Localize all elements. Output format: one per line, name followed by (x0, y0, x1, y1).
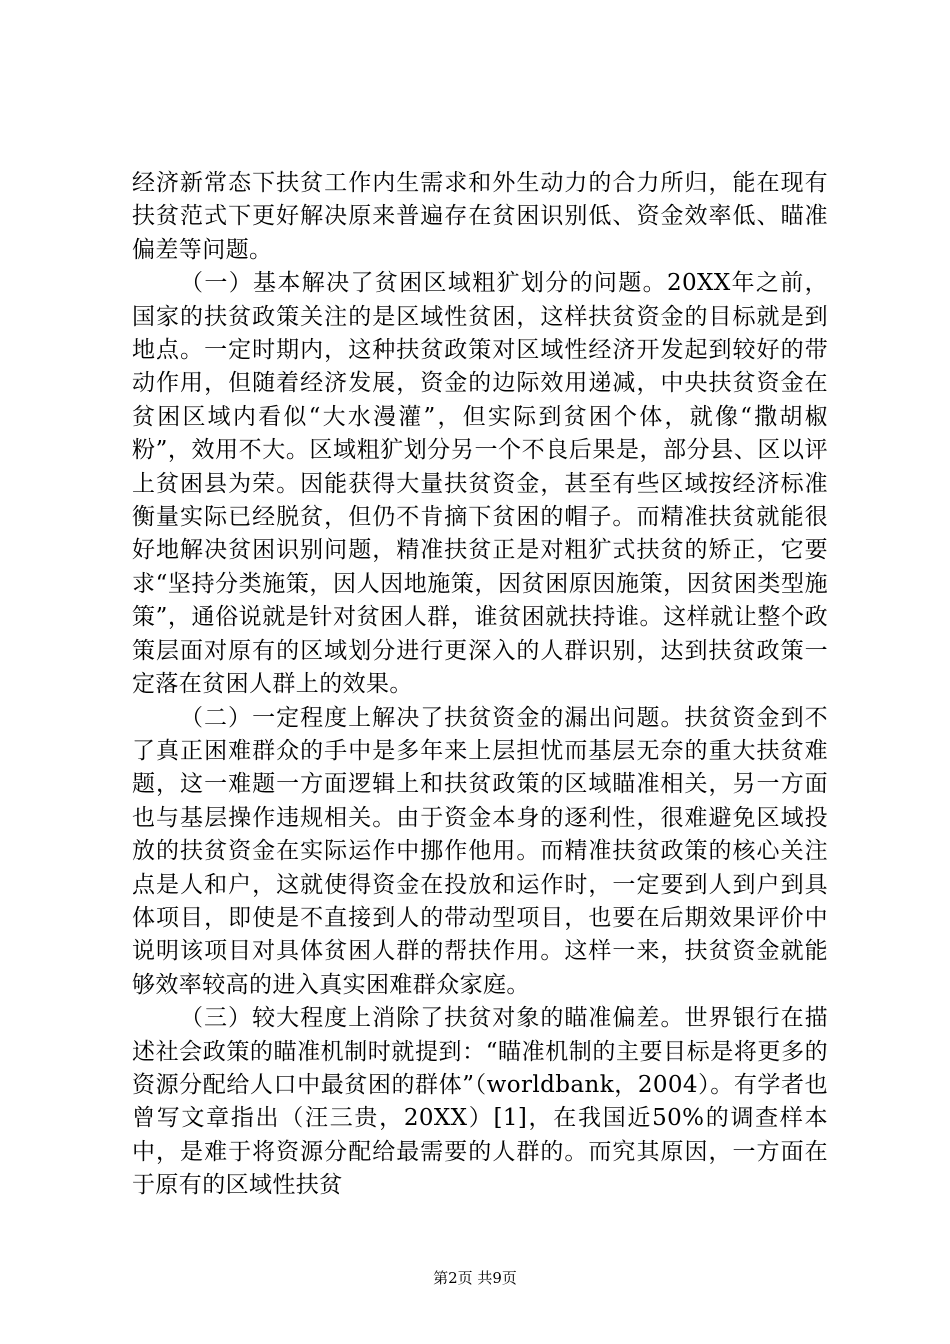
page-footer: 第2页 共9页 (433, 1269, 517, 1287)
body-text (132, 167, 828, 1203)
paragraph-1: 经济新常态下扶贫工作内生需求和外生动力的合力所归，能在现有扶贫范式下更好解决原来普遍存在贫困识别低、资金效率低、瞄准偏差等问题。 (132, 170, 828, 263)
paragraph-3: （二）一定程度上解决了扶贫资金的漏出问题。扶贫资金到不了真正困难群众的手中是多年来上层担忧而基层无奈的重大扶贫难题，这一难题一方面逻辑上和扶贫政策的区域瞄准相关，另一方面也与基层操作违规相关。由于资金本身的逐利性，很难避免区域投放的扶贫资金在实际运作中挪作他用。而精准扶贫政策的核心关注点是人和户，这就使得资金在投放和运作时，一定要到人到户到具体项目，即使是不直接到人的带动型项目，也要在后期效果评价中说明该项目对具体贫困人群的帮扶作用。这样一来，扶贫资金就能够效率较高的进入真实困难群众家庭。 (132, 704, 828, 998)
paragraph-4: （三）较大程度上消除了扶贫对象的瞄准偏差。世界银行在描述社会政策的瞄准机制时就提到：“瞄准机制的主要目标是将更多的资源分配给人口中最贫困的群体”（worldbank，2004）。有学者也曾写文章指出（汪三贵，20XX）[1]，在我国近50%的调查样本中，是难于将资源分配给最需要的人群的。而究其原因，一方面在于原有的区域性扶贫 (132, 1005, 828, 1199)
paragraph-2: （一）基本解决了贫困区域粗犷划分的问题。20XX年之前，国家的扶贫政策关注的是区域性贫困，这样扶贫资金的目标就是到地点。一定时期内，这种扶贫政策对区域性经济开发起到较好的带动作用，但随着经济发展，资金的边际效用递减，中央扶贫资金在贫困区域内看似“大水漫灌”，但实际到贫困个体，就像“撒胡椒粉”，效用不大。区域粗犷划分另一个不良后果是，部分县、区以评上贫困县为荣。因能获得大量扶贫资金，甚至有些区域按经济标准衡量实际已经脱贫，但仍不肯摘下贫困的帽子。而精准扶贫就能很好地解决贫困识别问题，精准扶贫正是对粗犷式扶贫的矫正，它要求“坚持分类施策，因人因地施策，因贫困原因施策，因贫困类型施策”，通俗说就是针对贫困人群，谁贫困就扶持谁。这样就让整个政策层面对原有的区域划分进行更深入的人群识别，达到扶贫政策一定落在贫困人群上的效果。 (132, 270, 828, 698)
